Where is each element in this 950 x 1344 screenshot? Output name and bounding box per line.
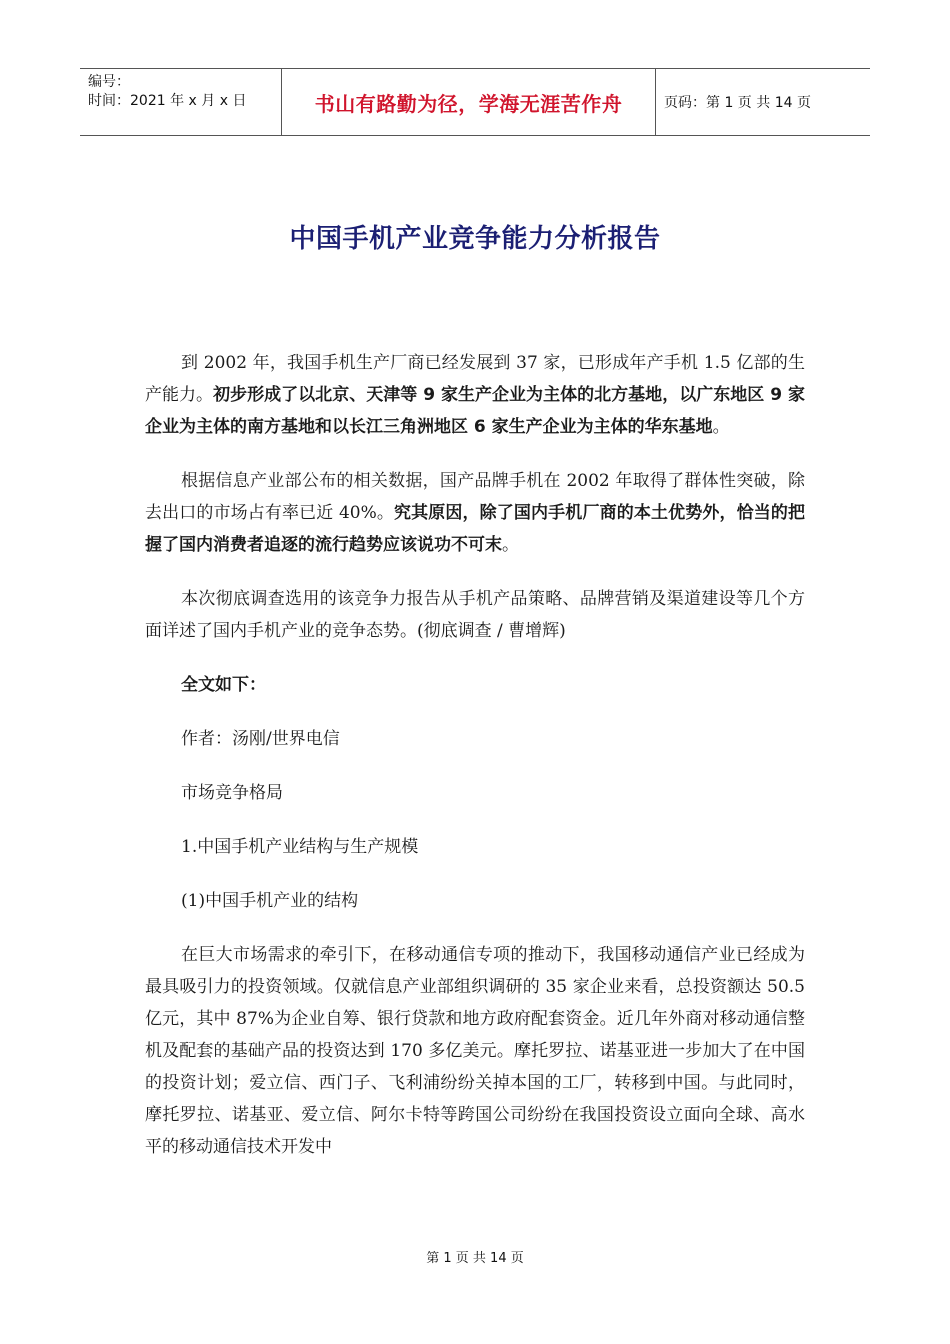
document-body (145, 347, 805, 1185)
section-1-heading: 1.中国手机产业结构与生产规模 (181, 837, 419, 857)
section-1-1-heading: (1)中国手机产业的结构 (181, 891, 359, 911)
full-text-label-text: 全文如下： (181, 675, 266, 695)
section-market-heading: 市场竞争格局 (181, 783, 283, 803)
paragraph-production (145, 347, 805, 443)
paragraph-investment: 在巨大市场需求的牵引下，在移动通信专项的推动下，我国移动通信产业已经成为最具吸引力的投资领域。仅就信息产业部组织调研的 35 家企业来看，总投资额达 50.5 亿元，其中 87%为企业自筹、银行贷款和地方政府配套资金。近几年外商对移动通信整机及配套的基础产品的投资达到 170 多亿美元。摩托罗拉、诺基亚进一步加大了在中国的投资计划；爱立信、西门子、飞利浦纷纷关掉本国的工厂，转移到中国。与此同时，摩托罗拉、诺基亚、爱立信、阿尔卡特等跨国公司纷纷在我国投资设立面向全球、高水平的移动通信技术开发中 (145, 945, 805, 1157)
motto-text: 书山有路勤为径，学海无涯苦作舟 (314, 91, 623, 116)
paragraph-1-tail: 。 (712, 417, 730, 437)
paragraph-2-text: 根据信息产业部公布的相关数据，国产品牌手机在 2002 年取得了群体性突破，除去出口的市场占有率已近 40%。 (145, 471, 805, 523)
page-footer: 第 1 页 共 14 页 (426, 1251, 524, 1266)
header-page-cell (656, 69, 870, 135)
paragraph-1-bold: 初步形成了以北京、天津等 9 家生产企业为主体的北方基地，以广东地区 9 家企业为主体的南方基地和以长江三角洲地区 6 家生产企业为主体的华东基地 (145, 385, 805, 437)
header-motto-cell (282, 69, 656, 135)
header-meta-cell (80, 69, 282, 135)
paragraph-3-text: 本次彻底调查选用的该竞争力报告从手机产品策略、品牌营销及渠道建设等几个方面详述了国内手机产业的竞争态势。(彻底调查 / 曹增辉) (145, 589, 805, 641)
author-line: 作者：汤刚/世界电信 (181, 729, 340, 749)
time-label: 时间：2021 年 x 月 x 日 (88, 93, 247, 109)
document-title: 中国手机产业竞争能力分析报告 (289, 224, 661, 254)
paragraph-1-text: 到 2002 年，我国手机生产厂商已经发展到 37 家，已形成年产手机 1.5 亿部的生产能力。 (145, 353, 805, 405)
full-text-label (145, 669, 805, 701)
number-label: 编号： (88, 74, 130, 90)
document-header (80, 68, 870, 136)
paragraph-report-intro (145, 583, 805, 647)
paragraph-market-share (145, 465, 805, 561)
paragraph-2-bold: 究其原因，除了国内手机厂商的本土优势外，恰当的把握了国内消费者追逐的流行趋势应该说功不可末 (145, 503, 805, 555)
paragraph-2-tail: 。 (502, 535, 519, 555)
page-info: 页码：第 1 页 共 14 页 (664, 95, 811, 111)
